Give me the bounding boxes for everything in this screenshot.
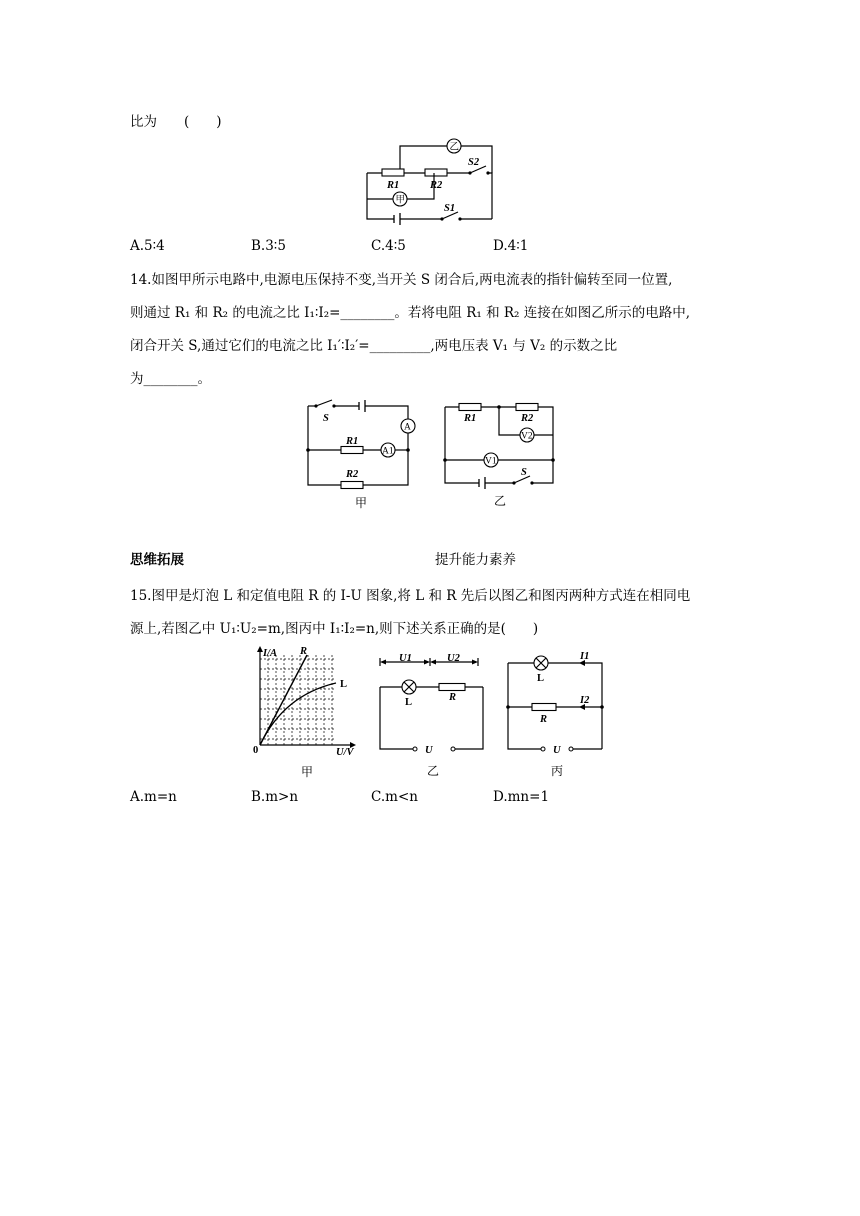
- q13-option-a: A.5∶4: [130, 238, 165, 254]
- q14-line-2: 则通过 R₁ 和 R₂ 的电流之比 I₁∶I₂=________。若将电阻 R₁ 和 R₂ 连接在如图乙所示的电路中,: [130, 305, 691, 321]
- meter-jia-label: 甲: [395, 195, 406, 206]
- curve-l-label: L: [340, 679, 348, 690]
- q14-line-1: 14.如图甲所示电路中,电源电压保持不变,当开关 S 闭合后,两电流表的指针偏转至同一位置,: [130, 272, 673, 288]
- x-axis-label: U/V: [336, 747, 354, 758]
- ammeter-a-label: A: [404, 422, 411, 433]
- q15-line-2: 源上,若图乙中 U₁∶U₂=m,图丙中 I₁∶I₂=n,则下述关系正确的是( ): [130, 621, 539, 637]
- q14-line-4: 为________。: [130, 371, 211, 387]
- curve-l: [260, 683, 336, 745]
- resistor-r-label: R: [449, 692, 457, 703]
- lamp-l-label: L: [537, 673, 545, 684]
- y-axis-label: I/A: [263, 648, 278, 659]
- q15-iu-graph: [250, 645, 365, 780]
- resistor-r: [532, 704, 556, 711]
- r2-label: R2: [346, 469, 359, 480]
- resistor-r2: [516, 404, 538, 411]
- meter-yi-label: 乙: [449, 142, 460, 153]
- u2-label: U2: [447, 653, 460, 664]
- figure-caption-jia: 甲: [301, 765, 314, 779]
- r1-label: R1: [464, 413, 477, 424]
- resistor-r-label: R: [540, 714, 548, 725]
- curve-r-label: R: [300, 646, 308, 657]
- q15-option-d: D.mn=1: [493, 789, 550, 805]
- i1-label: I1: [580, 651, 590, 662]
- s1-label: S1: [444, 203, 456, 214]
- q13-line-tail: 比为 ( ): [130, 114, 222, 130]
- r2-label: R2: [430, 180, 443, 191]
- switch-s-label: S: [521, 467, 527, 478]
- resistor-r2: [425, 169, 447, 176]
- v2-label: V2: [521, 431, 533, 442]
- q14-circuit-yi: [442, 397, 562, 512]
- u-label: U: [425, 745, 433, 756]
- v1-label: V1: [485, 456, 497, 467]
- u-label: U: [553, 745, 561, 756]
- q13-circuit-diagram: [360, 133, 500, 223]
- r1-label: R1: [387, 180, 400, 191]
- q13-option-d: D.4∶1: [493, 238, 529, 254]
- q15-circuit-bing: [505, 650, 610, 780]
- figure-caption-bing: 丙: [551, 764, 564, 778]
- q15-option-a: A.m=n: [130, 789, 177, 805]
- resistor-r1: [341, 447, 363, 454]
- q15-option-c: C.m<n: [371, 789, 418, 805]
- r2-label: R2: [521, 413, 534, 424]
- q14-line-3: 闭合开关 S,通过它们的电流之比 I₁′∶I₂′=_________,两电压表 V₁ 与 V₂ 的示数之比: [130, 338, 618, 354]
- origin-label: 0: [253, 745, 259, 756]
- lamp-l-label: L: [405, 697, 413, 708]
- ammeter-a1-label: A1: [382, 446, 394, 457]
- r1-label: R1: [346, 436, 359, 447]
- figure-caption-yi: 乙: [494, 494, 507, 508]
- q13-option-c: C.4∶5: [371, 238, 406, 254]
- figure-caption-jia: 甲: [355, 496, 368, 510]
- q14-circuit-jia: [305, 397, 420, 512]
- switch-s-label: S: [323, 413, 329, 424]
- resistor-r1: [459, 404, 481, 411]
- q15-option-b: B.m>n: [251, 789, 299, 805]
- q15-line-1: 15.图甲是灯泡 L 和定值电阻 R 的 I-U 图象,将 L 和 R 先后以图乙和图丙两种方式连在相同电: [130, 588, 691, 604]
- section-title: 思维拓展: [130, 552, 184, 568]
- resistor-r2: [341, 482, 363, 489]
- resistor-r: [439, 684, 465, 691]
- section-subtitle: 提升能力素养: [435, 552, 516, 568]
- q15-circuit-yi: [377, 650, 492, 780]
- s2-label: S2: [468, 157, 480, 168]
- q13-option-b: B.3∶5: [251, 238, 286, 254]
- figure-caption-yi: 乙: [427, 764, 440, 778]
- resistor-r1: [382, 169, 404, 176]
- u1-label: U1: [399, 653, 412, 664]
- i2-label: I2: [580, 695, 590, 706]
